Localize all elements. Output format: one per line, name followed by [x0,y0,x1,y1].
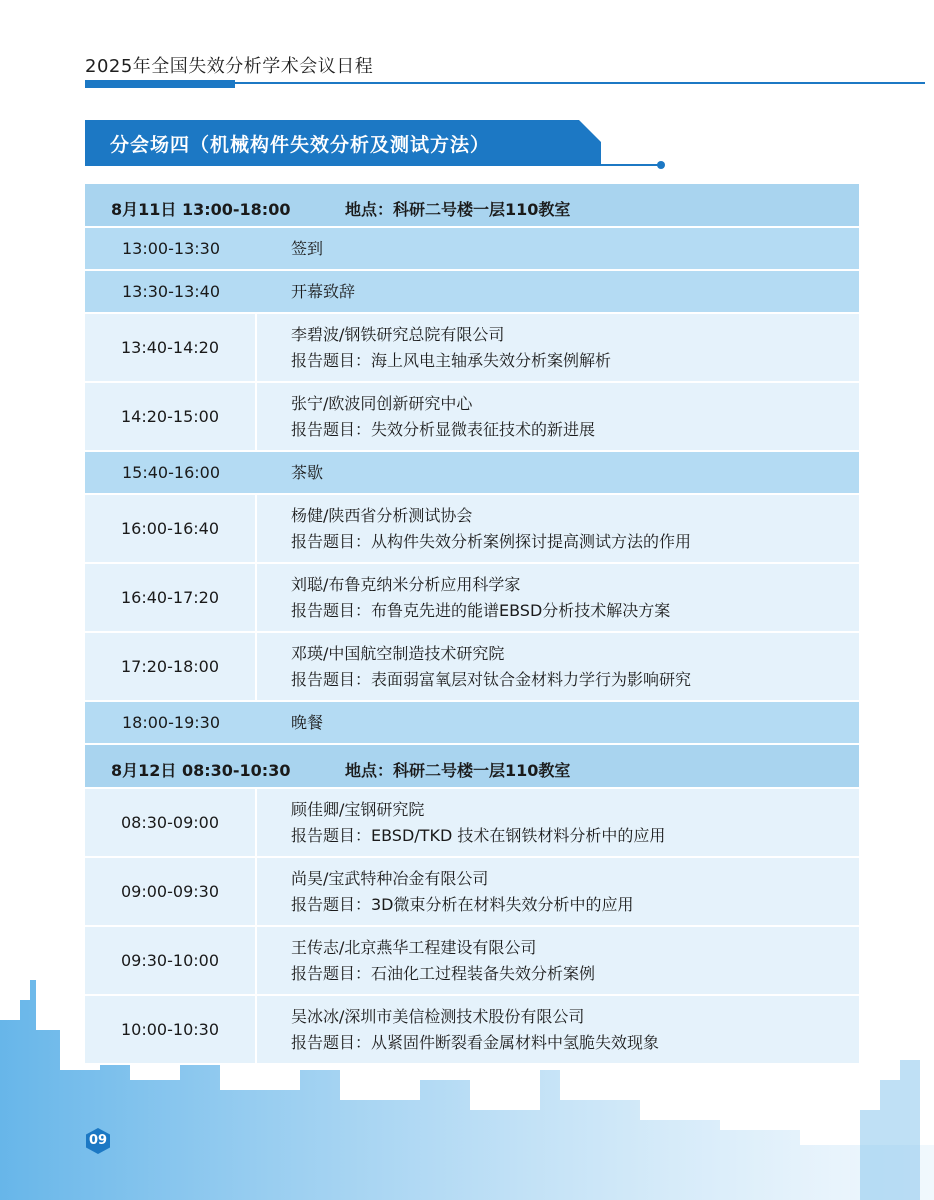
talk-row [85,564,859,633]
talk-row [85,996,859,1065]
talk-cell [291,383,595,450]
event-label: 茶歇 [291,462,324,482]
talk-topic: 报告题目：表面弱富氧层对钛合金材料力学行为影响研究 [291,669,692,689]
speaker-affiliation: 刘聪/布鲁克纳米分析应用科学家 [291,574,521,594]
talk-row [85,633,859,702]
session-time: 13:40-14:20 [85,314,257,381]
talk-topic: 报告题目：EBSD/TKD 技术在钢铁材料分析中的应用 [291,825,666,845]
talk-topic: 报告题目：石油化工过程装备失效分析案例 [291,963,596,983]
session-time: 14:20-15:00 [85,383,257,450]
event-row [85,702,859,745]
section-underline [85,164,661,166]
event-cell [291,702,323,743]
session-time: 10:00-10:30 [85,996,257,1063]
session-time: 13:00-13:30 [122,239,220,258]
talk-row [85,858,859,927]
event-label: 开幕致辞 [291,281,356,301]
talk-topic: 报告题目：失效分析显微表征技术的新进展 [291,419,596,439]
day-date-time: 8月12日 08:30-10:30 [111,761,291,780]
section-title: 分会场四（机械构件失效分析及测试方法） [110,134,491,156]
talk-cell [291,927,595,994]
event-cell [291,228,323,269]
talk-cell [291,495,691,562]
talk-cell [291,858,634,925]
talk-row [85,383,859,452]
talk-topic: 报告题目：海上风电主轴承失效分析案例解析 [291,350,612,370]
day-header-row [85,184,859,228]
talk-cell [291,564,670,631]
talk-topic: 报告题目：布鲁克先进的能谱EBSD分析技术解决方案 [291,600,671,620]
speaker-affiliation: 杨健/陕西省分析测试协会 [291,505,473,525]
document-title: 2025年全国失效分析学术会议日程 [85,56,374,77]
speaker-affiliation: 王传志/北京燕华工程建设有限公司 [291,937,537,957]
talk-row [85,314,859,383]
page-number: 09 [88,1133,108,1148]
page-number-badge [85,1128,111,1154]
speaker-affiliation: 吴冰冰/深圳市美信检测技术股份有限公司 [291,1006,585,1026]
event-cell [291,271,355,312]
event-cell [291,452,323,493]
session-time: 15:40-16:00 [122,463,220,482]
session-time: 17:20-18:00 [85,633,257,700]
talk-cell [291,633,691,700]
session-time: 09:00-09:30 [85,858,257,925]
talk-topic: 报告题目：从构件失效分析案例探讨提高测试方法的作用 [291,531,692,551]
day-date-time: 8月11日 13:00-18:00 [111,200,291,219]
speaker-affiliation: 邓瑛/中国航空制造技术研究院 [291,643,505,663]
talk-topic: 报告题目：3D微束分析在材料失效分析中的应用 [291,894,634,914]
schedule-table [85,184,859,1065]
event-row [85,271,859,314]
event-label: 晚餐 [291,712,324,732]
section-underline-dot [657,161,665,169]
speaker-affiliation: 李碧波/钢铁研究总院有限公司 [291,324,505,344]
session-time: 13:30-13:40 [122,282,220,301]
talk-topic: 报告题目：从紧固件断裂看金属材料中氢脆失效现象 [291,1032,660,1052]
day-location: 地点：科研二号楼一层110教室 [345,200,571,219]
event-label: 签到 [291,238,324,258]
day-header-row [85,745,859,789]
session-time: 18:00-19:30 [122,713,220,732]
section-banner [85,120,601,164]
talk-row [85,789,859,858]
header-accent-bar [85,80,235,88]
day-location: 地点：科研二号楼一层110教室 [345,761,571,780]
session-time: 08:30-09:00 [85,789,257,856]
talk-cell [291,996,659,1063]
session-time: 16:00-16:40 [85,495,257,562]
speaker-affiliation: 张宁/欧波同创新研究中心 [291,393,473,413]
event-row [85,452,859,495]
session-time: 16:40-17:20 [85,564,257,631]
talk-cell [291,314,611,381]
talk-row [85,495,859,564]
event-row [85,228,859,271]
speaker-affiliation: 尚昊/宝武特种冶金有限公司 [291,868,489,888]
session-time: 09:30-10:00 [85,927,257,994]
talk-row [85,927,859,996]
speaker-affiliation: 顾佳卿/宝钢研究院 [291,799,425,819]
talk-cell [291,789,665,856]
